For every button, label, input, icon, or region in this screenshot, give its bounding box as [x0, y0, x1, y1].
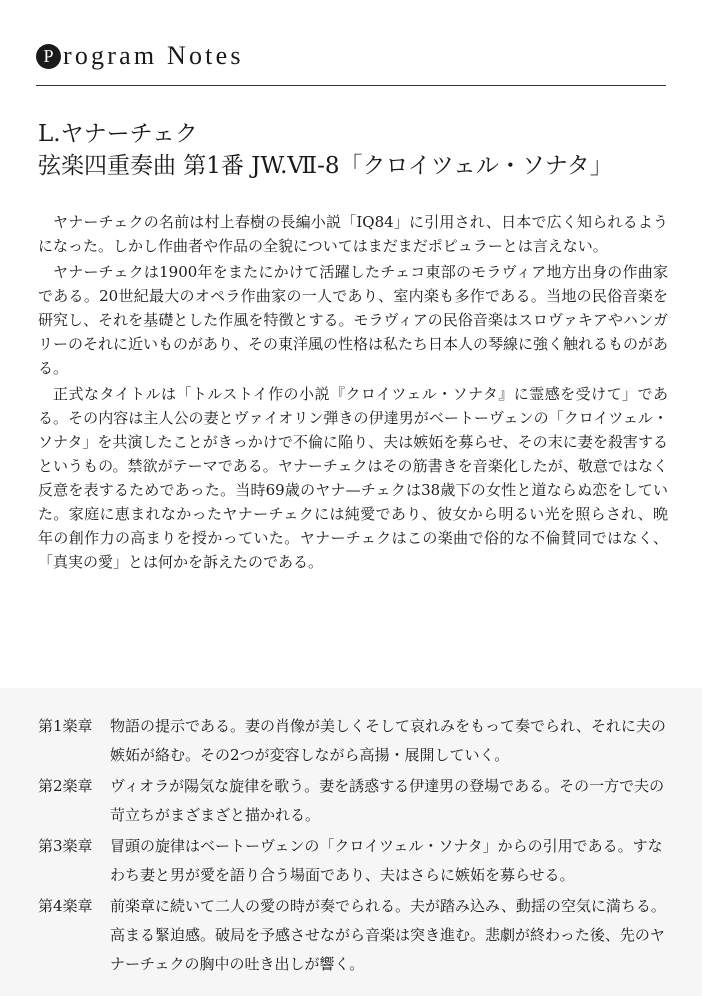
section-header	[36, 36, 244, 76]
header-divider	[36, 85, 666, 86]
movement-label: 第1楽章	[38, 717, 93, 735]
movement-label: 第4楽章	[38, 897, 93, 915]
header-initial-badge: P	[36, 44, 61, 69]
movement-description: 前楽章に続いて二人の愛の時が奏でられる。夫が踏み込み、動揺の空気に満ちる。高まる緊迫感。破局を予感させながら音楽は突き進む。悲劇が終わった後、先のヤナーチェクの胸中の吐き出しが響く。	[110, 897, 666, 973]
notes-paragraph: ヤナーチェクの名前は村上春樹の長編小説「IQ84」に引用され、日本で広く知られるようになった。しかし作曲者や作品の全貌についてはまだまだポピュラーとは言えない。	[38, 213, 668, 255]
composer-title: L.ヤナーチェク	[38, 121, 198, 147]
movement-label: 第3楽章	[38, 837, 93, 855]
movement-item	[38, 712, 668, 770]
work-title: 弦楽四重奏曲 第1番 JW.Ⅶ-8「クロイツェル・ソナタ」	[38, 153, 613, 179]
movement-description: 物語の提示である。妻の肖像が美しくそして哀れみをもって奏でられ、それに夫の嫉妬が絡む。その2つが変容しながら高揚・展開していく。	[110, 717, 666, 764]
movement-description: 冒頭の旋律はベートーヴェンの「クロイツェル・ソナタ」からの引用である。すなわち妻と男が愛を語り合う場面であり、夫はさらに嫉妬を募らせる。	[110, 837, 663, 884]
header-title: rogram Notes	[63, 41, 244, 70]
notes-paragraph: 正式なタイトルは「トルストイ作の小説『クロイツェル・ソナタ』に霊感を受けて」である。その内容は主人公の妻とヴァイオリン弾きの伊達男がベートーヴェンの「クロイツェル・ソナタ」を共演したことがきっかけで不倫に陥り、夫は嫉妬を募らせ、その末に妻を殺害するというもの。禁欲がテーマである。ヤナーチェクはその筋書きを音楽化したが、敬意ではなく反意を表するためであった。当時69歳のヤナ—チェクは38歳下の女性と道ならぬ恋をしていた。家庭に恵まれなかったヤナーチェクには純愛であり、彼女から明るい光を照らされ、晩年の創作力の高まりを授かっていた。ヤナーチェクはこの楽曲で俗的な不倫賛同ではなく、「真実の愛」とは何かを訴えたのである。	[38, 385, 668, 571]
movement-item	[38, 832, 668, 890]
movement-item	[38, 772, 668, 830]
movement-description: ヴィオラが陽気な旋律を歌う。妻を誘惑する伊達男の登場である。その一方で夫の苛立ちがまざまざと描かれる。	[110, 777, 665, 824]
notes-paragraph: ヤナーチェクは1900年をまたにかけて活躍したチェコ東部のモラヴィア地方出身の作曲家である。20世紀最大のオペラ作曲家の一人であり、室内楽も多作である。当地の民俗音楽を研究し、それを基礎とした作風を特徴とする。モラヴィアの民俗音楽はスロヴァキアやハンガリーのそれに近いものがあり、その東洋風の性格は私たち日本人の琴線に強く触れるものがある。	[38, 263, 669, 377]
notes-body	[38, 210, 668, 576]
movement-list	[38, 712, 668, 981]
movement-label: 第2楽章	[38, 777, 93, 795]
movement-item	[38, 892, 668, 979]
